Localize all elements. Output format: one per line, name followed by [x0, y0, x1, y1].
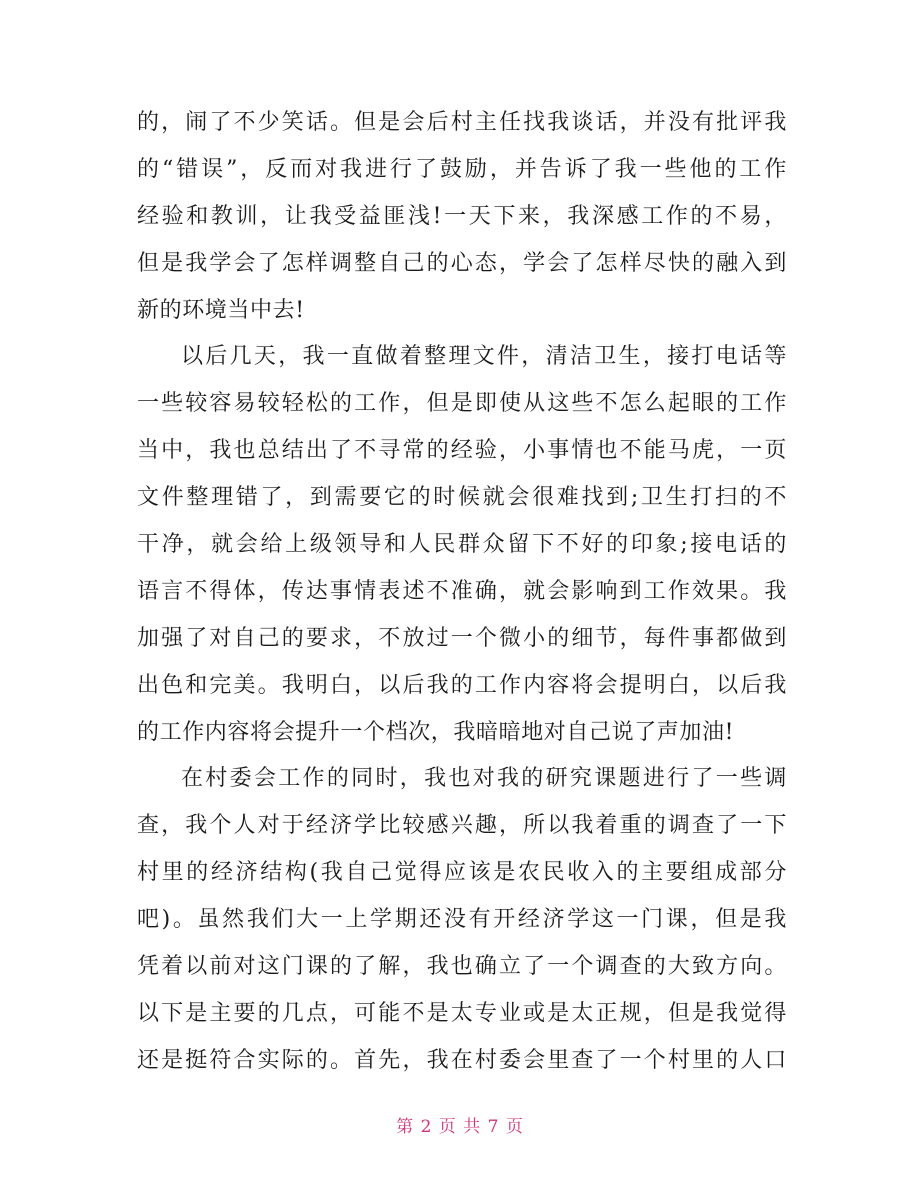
- text-line: 的“错误”，反而对我进行了鼓励，并告诉了我一些他的工作: [137, 156, 787, 182]
- text-line: 的工作内容将会提升一个档次，我暗暗地对自己说了声加油!: [137, 719, 735, 745]
- text-line: 一些较容易较轻松的工作，但是即使从这些不怎么起眼的工作: [137, 391, 787, 417]
- text-line: 吧)。虽然我们大一上学期还没有开经济学这一门课，但是我: [137, 907, 787, 933]
- text-line: 村里的经济结构(我自己觉得应该是农民收入的主要组成部分: [137, 860, 787, 886]
- text-line: 当中，我也总结出了不寻常的经验，小事情也不能马虎，一页: [137, 438, 787, 464]
- text-line: 出色和完美。我明白，以后我的工作内容将会提明白，以后我: [137, 672, 787, 698]
- text-line: 新的环境当中去!: [137, 297, 305, 323]
- text-line: 干净，就会给上级领导和人民群众留下不好的印象;接电话的: [137, 532, 787, 558]
- text-line: 文件整理错了，到需要它的时候就会很难找到;卫生打扫的不: [137, 485, 787, 511]
- text-line: 加强了对自己的要求，不放过一个微小的细节，每件事都做到: [137, 625, 787, 651]
- text-line: 还是挺符合实际的。首先，我在村委会里查了一个村里的人口: [137, 1047, 787, 1073]
- text-line: 但是我学会了怎样调整自己的心态，学会了怎样尽快的融入到: [137, 250, 787, 276]
- page-number-footer: 第 2 页 共 7 页: [396, 1117, 524, 1137]
- text-line: 经验和教训，让我受益匪浅!一天下来，我深感工作的不易，: [137, 203, 787, 229]
- text-line: 在村委会工作的同时，我也对我的研究课题进行了一些调: [181, 766, 787, 792]
- text-line: 的，闹了不少笑话。但是会后村主任找我谈话，并没有批评我: [137, 110, 787, 135]
- text-line: 以后几天，我一直做着整理文件，清洁卫生，接打电话等: [181, 344, 787, 370]
- text-line: 以下是主要的几点，可能不是太专业或是太正规，但是我觉得: [137, 1000, 787, 1026]
- text-line: 语言不得体，传达事情表述不准确，就会影响到工作效果。我: [137, 578, 787, 604]
- document-body: [137, 100, 787, 1085]
- text-line: 查，我个人对于经济学比较感兴趣，所以我着重的调查了一下: [137, 813, 787, 839]
- text-line: 凭着以前对这门课的了解，我也确立了一个调查的大致方向。: [137, 954, 787, 980]
